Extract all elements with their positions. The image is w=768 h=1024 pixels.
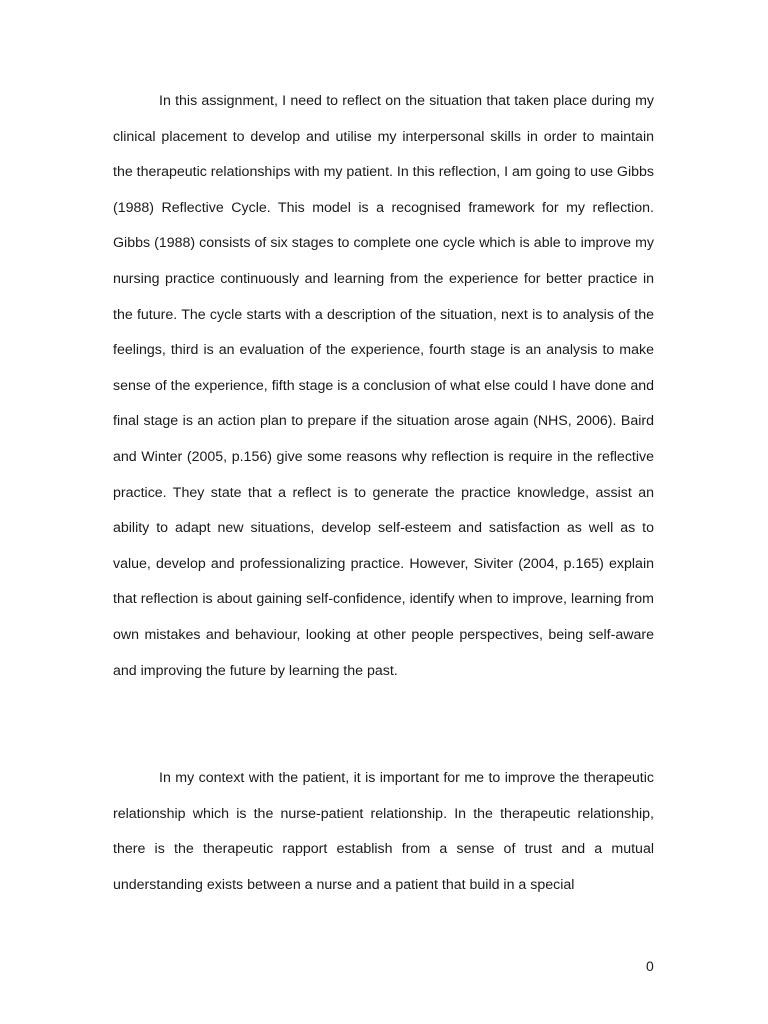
page-number: 0: [646, 958, 654, 974]
paragraph-2: In my context with the patient, it is important for me to improve the therapeutic relationship which is the nurse-patient relationship. In the therapeutic relationship, there is the therapeutic rapport establish from a sense of trust and a mutual understanding exists between a nurse and a patient that build in a special: [113, 770, 654, 893]
paragraph-1: In this assignment, I need to reflect on the situation that taken place during my clinical placement to develop and utilise my interpersonal skills in order to maintain the therapeutic relationships with my patient. In this reflection, I am going to use Gibbs (1988) Reflective Cycle. This model is a recognised framework for my reflection. Gibbs (1988) consists of six stages to complete one cycle which is able to improve my nursing practice continuously and learning from the experience for better practice in the future. The cycle starts with a description of the situation, next is to analysis of the feelings, third is an evaluation of the experience, fourth stage is an analysis to make sense of the experience, fifth stage is a conclusion of what else could I have done and final stage is an action plan to prepare if the situation arose again (NHS, 2006). Baird and Winter (2005, p.156) give some reasons why reflection is require in the reflective practice. They state that a reflect is to generate the practice knowledge, assist an ability to adapt new situations, develop self-esteem and satisfaction as well as to value, develop and professionalizing practice. However, Siviter (2004, p.165) explain that reflection is about gaining self-confidence, identify when to improve, learning from own mistakes and behaviour, looking at other people perspectives, being self-aware and improving the future by learning the past.: [113, 93, 654, 679]
